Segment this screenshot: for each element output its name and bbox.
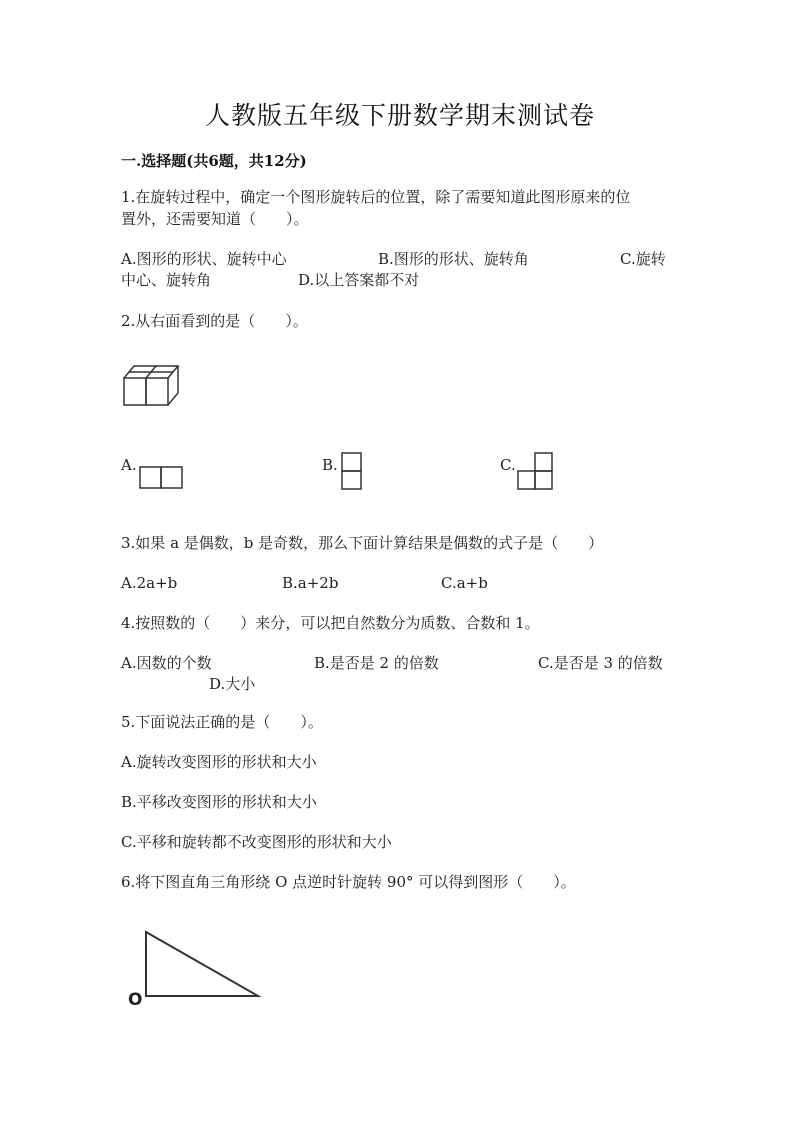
q1-option-c-part1: C.旋转 (620, 250, 666, 268)
section-heading: 一.选择题(共6题，共12分) (121, 152, 307, 170)
q4-option-c: C.是否是 3 的倍数 (538, 654, 663, 672)
q5-option-a: A.旋转改变图形的形状和大小 (121, 753, 317, 771)
q3-stem: 3.如果 a 是偶数，b 是奇数，那么下面计算结果是偶数的式子是（ ） (121, 534, 604, 552)
q3-option-a: A.2a+b (121, 574, 178, 592)
q3-option-b: B.a+2b (282, 574, 339, 592)
q2-option-b-figure (340, 452, 366, 494)
q4-option-d: D.大小 (209, 675, 256, 693)
q2-option-a-label: A. (121, 456, 137, 474)
q1-option-a: A.图形的形状、旋转中心 (121, 250, 287, 268)
q6-stem: 6.将下图直角三角形绕 O 点逆时针旋转 90° 可以得到图形（ ）。 (121, 873, 576, 891)
q1-option-c-part2: 中心、旋转角 (121, 271, 212, 289)
q1-stem-line1: 1.在旋转过程中，确定一个图形旋转后的位置，除了需要知道此图形原来的位 (121, 188, 631, 206)
q6-right-triangle (140, 925, 270, 1005)
page-title: 人教版五年级下册数学期末测试卷 (204, 101, 595, 130)
q2-cube-figure (118, 360, 193, 410)
q5-option-c: C.平移和旋转都不改变图形的形状和大小 (121, 833, 392, 851)
q1-option-b: B.图形的形状、旋转角 (378, 250, 529, 268)
q4-option-a: A.因数的个数 (121, 654, 212, 672)
q2-option-c-figure (517, 452, 559, 494)
q2-option-a-figure (138, 466, 186, 492)
q1-option-d: D.以上答案都不对 (298, 271, 420, 289)
q5-stem: 5.下面说法正确的是（ ）。 (121, 713, 323, 731)
q5-option-b: B.平移改变图形的形状和大小 (121, 793, 317, 811)
q2-stem: 2.从右面看到的是（ ）。 (121, 312, 308, 330)
q2-option-c-label: C. (500, 456, 516, 474)
q4-stem: 4.按照数的（ ）来分，可以把自然数分为质数、合数和 1。 (121, 614, 540, 632)
q1-stem-line2: 置外，还需要知道（ ）。 (121, 210, 309, 228)
q2-option-b-label: B. (322, 456, 338, 474)
q6-point-o-label: O (128, 990, 143, 1010)
q4-option-b: B.是否是 2 的倍数 (314, 654, 439, 672)
q3-option-c: C.a+b (441, 574, 488, 592)
